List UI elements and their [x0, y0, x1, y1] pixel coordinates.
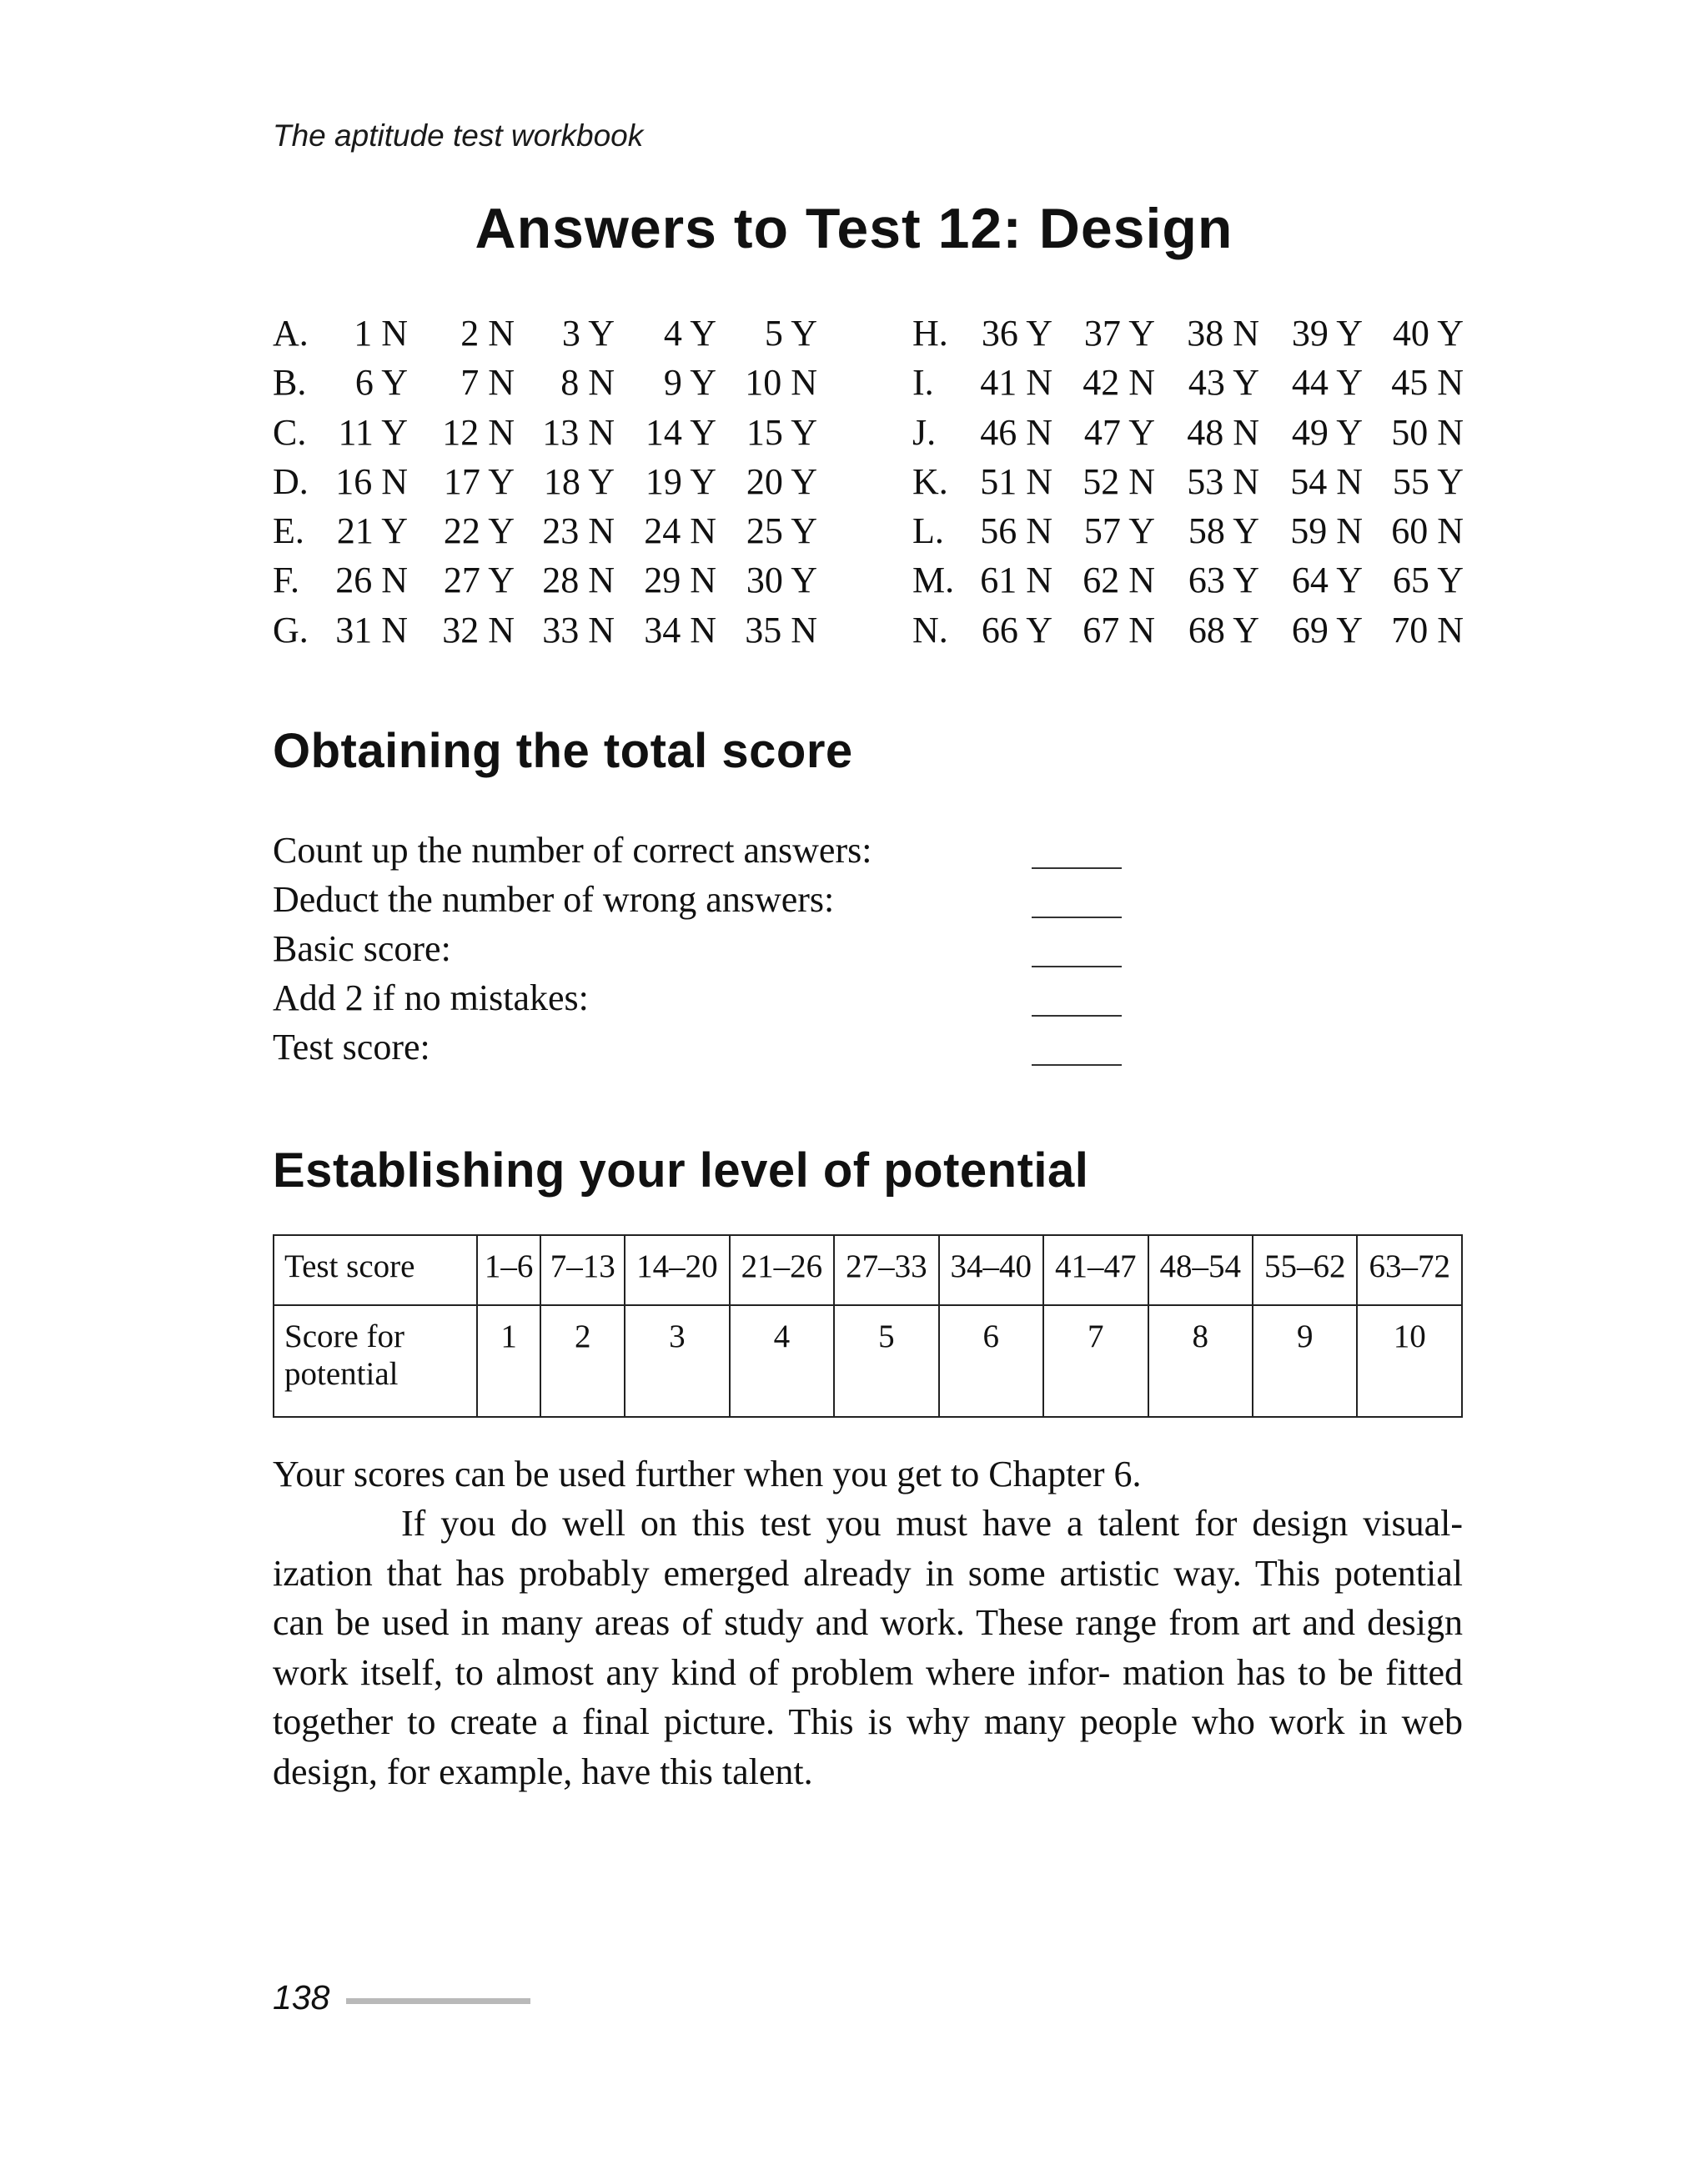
answer-group-letter: A. [273, 313, 309, 354]
table-cell: 63–72 [1357, 1235, 1462, 1305]
page-title: Answers to Test 12: Design [475, 197, 1233, 260]
answer-group-letter: G. [273, 609, 309, 650]
table-cell: 1–6 [477, 1235, 540, 1305]
answer-item: 7 N [460, 362, 515, 404]
answer-item: 13 N [542, 411, 615, 453]
answer-group-letter: E. [273, 510, 304, 552]
answer-item: 65 Y [1392, 560, 1464, 601]
answer-item: 22 Y [443, 510, 515, 552]
table-cell: 8 [1148, 1305, 1253, 1417]
table-cell: 41–47 [1043, 1235, 1148, 1305]
answer-item: 68 Y [1188, 609, 1259, 650]
answer-group-letter: L. [912, 510, 944, 552]
score-blank [1032, 1064, 1122, 1066]
answer-item: 67 N [1083, 609, 1155, 650]
answer-item: 28 N [542, 560, 615, 601]
answer-item: 4 Y [663, 313, 716, 354]
table-cell: 7 [1043, 1305, 1148, 1417]
answer-item: 44 Y [1291, 362, 1363, 404]
answer-key-right [912, 312, 1496, 658]
answer-item: 36 Y [981, 313, 1052, 354]
answer-item: 21 Y [336, 510, 408, 552]
table-cell: 7–13 [540, 1235, 625, 1305]
answer-item: 8 N [560, 362, 615, 404]
score-row [273, 927, 1190, 977]
answer-group-letter: K. [912, 460, 948, 502]
answer-item: 11 Y [338, 411, 408, 453]
table-cell: 48–54 [1148, 1235, 1253, 1305]
running-head: The aptitude test workbook [273, 118, 644, 153]
score-blank [1032, 867, 1122, 869]
table-cell: 2 [540, 1305, 625, 1417]
table-cell: 34–40 [939, 1235, 1043, 1305]
answer-item: 54 N [1290, 460, 1363, 502]
answer-row [912, 460, 1496, 510]
answer-row [273, 559, 857, 608]
answer-group-letter: N. [912, 609, 948, 650]
answer-item: 56 N [980, 510, 1052, 552]
answer-item: 19 Y [645, 460, 716, 502]
answer-row [912, 312, 1496, 361]
answer-item: 52 N [1083, 460, 1155, 502]
table-cell: 6 [939, 1305, 1043, 1417]
answer-item: 59 N [1290, 510, 1363, 552]
answer-row [273, 609, 857, 658]
table-cell: 4 [730, 1305, 834, 1417]
answer-item: 25 Y [746, 510, 817, 552]
answer-item: 70 N [1391, 609, 1464, 650]
potential-table [273, 1234, 1463, 1418]
answer-item: 29 N [644, 560, 716, 601]
answer-item: 48 N [1187, 411, 1259, 453]
answer-item: 2 N [460, 313, 515, 354]
table-cell: 27–33 [834, 1235, 938, 1305]
answer-group-letter: M. [912, 560, 955, 601]
answer-item: 24 N [644, 510, 716, 552]
section-heading-potential: Establishing your level of potential [273, 1143, 1089, 1198]
paragraph-chapter-note: Your scores can be used further when you get to Chapter 6. [273, 1454, 1142, 1494]
answer-item: 39 Y [1291, 313, 1363, 354]
answer-item: 35 N [745, 609, 817, 650]
answer-group-letter: F. [273, 560, 299, 601]
score-row-label: Add 2 if no mistakes: [273, 977, 589, 1018]
answer-item: 51 N [980, 460, 1052, 502]
table-cell: 3 [625, 1305, 729, 1417]
answer-item: 66 Y [981, 609, 1052, 650]
answer-row [273, 361, 857, 410]
table-row-test-score [274, 1235, 1462, 1305]
answer-item: 10 N [745, 362, 817, 404]
row-header [274, 1305, 477, 1417]
answer-item: 38 N [1187, 313, 1259, 354]
answer-item: 5 Y [764, 313, 817, 354]
answer-group-letter: D. [273, 460, 309, 502]
score-row [273, 829, 1190, 878]
score-row-label: Test score: [273, 1027, 430, 1067]
answer-row [912, 361, 1496, 410]
answer-row [912, 411, 1496, 460]
answer-row [273, 312, 857, 361]
answer-key-left [273, 312, 857, 658]
answer-item: 18 Y [543, 460, 615, 502]
score-blank [1032, 966, 1122, 967]
answer-item: 49 Y [1291, 411, 1363, 453]
answer-item: 32 N [442, 609, 515, 650]
table-cell: 14–20 [625, 1235, 729, 1305]
section-heading-total-score: Obtaining the total score [273, 724, 853, 778]
answer-item: 62 N [1083, 560, 1155, 601]
answer-row [273, 460, 857, 510]
answer-item: 27 Y [443, 560, 515, 601]
answer-item: 55 Y [1392, 460, 1464, 502]
score-worksheet [273, 829, 1190, 1075]
score-blank [1032, 1015, 1122, 1017]
answer-item: 23 N [542, 510, 615, 552]
score-row [273, 878, 1190, 927]
answer-item: 53 N [1187, 460, 1259, 502]
table-cell: 55–62 [1253, 1235, 1357, 1305]
score-row-label: Count up the number of correct answers: [273, 830, 872, 871]
answer-item: 40 Y [1392, 313, 1464, 354]
answer-group-letter: C. [273, 411, 307, 453]
answer-item: 34 N [644, 609, 716, 650]
answer-row [273, 510, 857, 559]
answer-item: 9 Y [663, 362, 716, 404]
answer-item: 50 N [1391, 411, 1464, 453]
answer-item: 14 Y [645, 411, 716, 453]
answer-item: 17 Y [443, 460, 515, 502]
answer-item: 37 Y [1083, 313, 1155, 354]
answer-item: 58 Y [1188, 510, 1259, 552]
answer-item: 64 Y [1291, 560, 1363, 601]
score-blank [1032, 917, 1122, 918]
table-cell: 10 [1357, 1305, 1462, 1417]
paragraph-body: If you do well on this test you must have a talent for design visual- ization that has probably emerged already in some artistic way. This potential can be used in many areas of study and work. These range from art and design work itself, to almost any kind of problem where infor- mation has to be fitted together to create a final picture. This is why many people who work in web design, for example, have this talent. [273, 1503, 1463, 1792]
answer-group-letter: I. [912, 362, 934, 404]
answer-item: 69 Y [1291, 609, 1363, 650]
answer-row [912, 559, 1496, 608]
answer-item: 46 N [980, 411, 1052, 453]
score-row-label: Deduct the number of wrong answers: [273, 879, 835, 920]
row-header-line: Score for [284, 1319, 405, 1354]
answer-item: 15 Y [746, 411, 817, 453]
answer-item: 31 N [335, 609, 408, 650]
answer-item: 42 N [1083, 362, 1155, 404]
row-header-line: potential [284, 1356, 399, 1392]
answer-item: 63 Y [1188, 560, 1259, 601]
page-number: 138 [273, 1978, 330, 2017]
table-cell: 21–26 [730, 1235, 834, 1305]
answer-item: 26 N [335, 560, 408, 601]
table-cell: 5 [834, 1305, 938, 1417]
table-cell: 9 [1253, 1305, 1357, 1417]
answer-item: 43 Y [1188, 362, 1259, 404]
answer-item: 45 N [1391, 362, 1464, 404]
row-header: Test score [274, 1235, 477, 1305]
folio-rule [346, 1998, 530, 2004]
answer-item: 16 N [335, 460, 408, 502]
answer-item: 20 Y [746, 460, 817, 502]
answer-item: 57 Y [1083, 510, 1155, 552]
answer-item: 30 Y [746, 560, 817, 601]
answer-row [912, 609, 1496, 658]
score-row [273, 977, 1190, 1026]
answer-row [273, 411, 857, 460]
answer-item: 41 N [980, 362, 1052, 404]
table-cell: 1 [477, 1305, 540, 1417]
score-row-label: Basic score: [273, 928, 451, 969]
answer-group-letter: J. [912, 411, 937, 453]
score-row [273, 1026, 1190, 1075]
answer-group-letter: H. [912, 313, 948, 354]
answer-group-letter: B. [273, 362, 307, 404]
answer-item: 12 N [442, 411, 515, 453]
answer-item: 1 N [354, 313, 408, 354]
answer-item: 60 N [1391, 510, 1464, 552]
answer-row [912, 510, 1496, 559]
answer-item: 47 Y [1083, 411, 1155, 453]
answer-item: 3 Y [561, 313, 615, 354]
table-row-potential [274, 1305, 1462, 1417]
answer-item: 61 N [980, 560, 1052, 601]
answer-item: 6 Y [354, 362, 408, 404]
answer-item: 33 N [542, 609, 615, 650]
